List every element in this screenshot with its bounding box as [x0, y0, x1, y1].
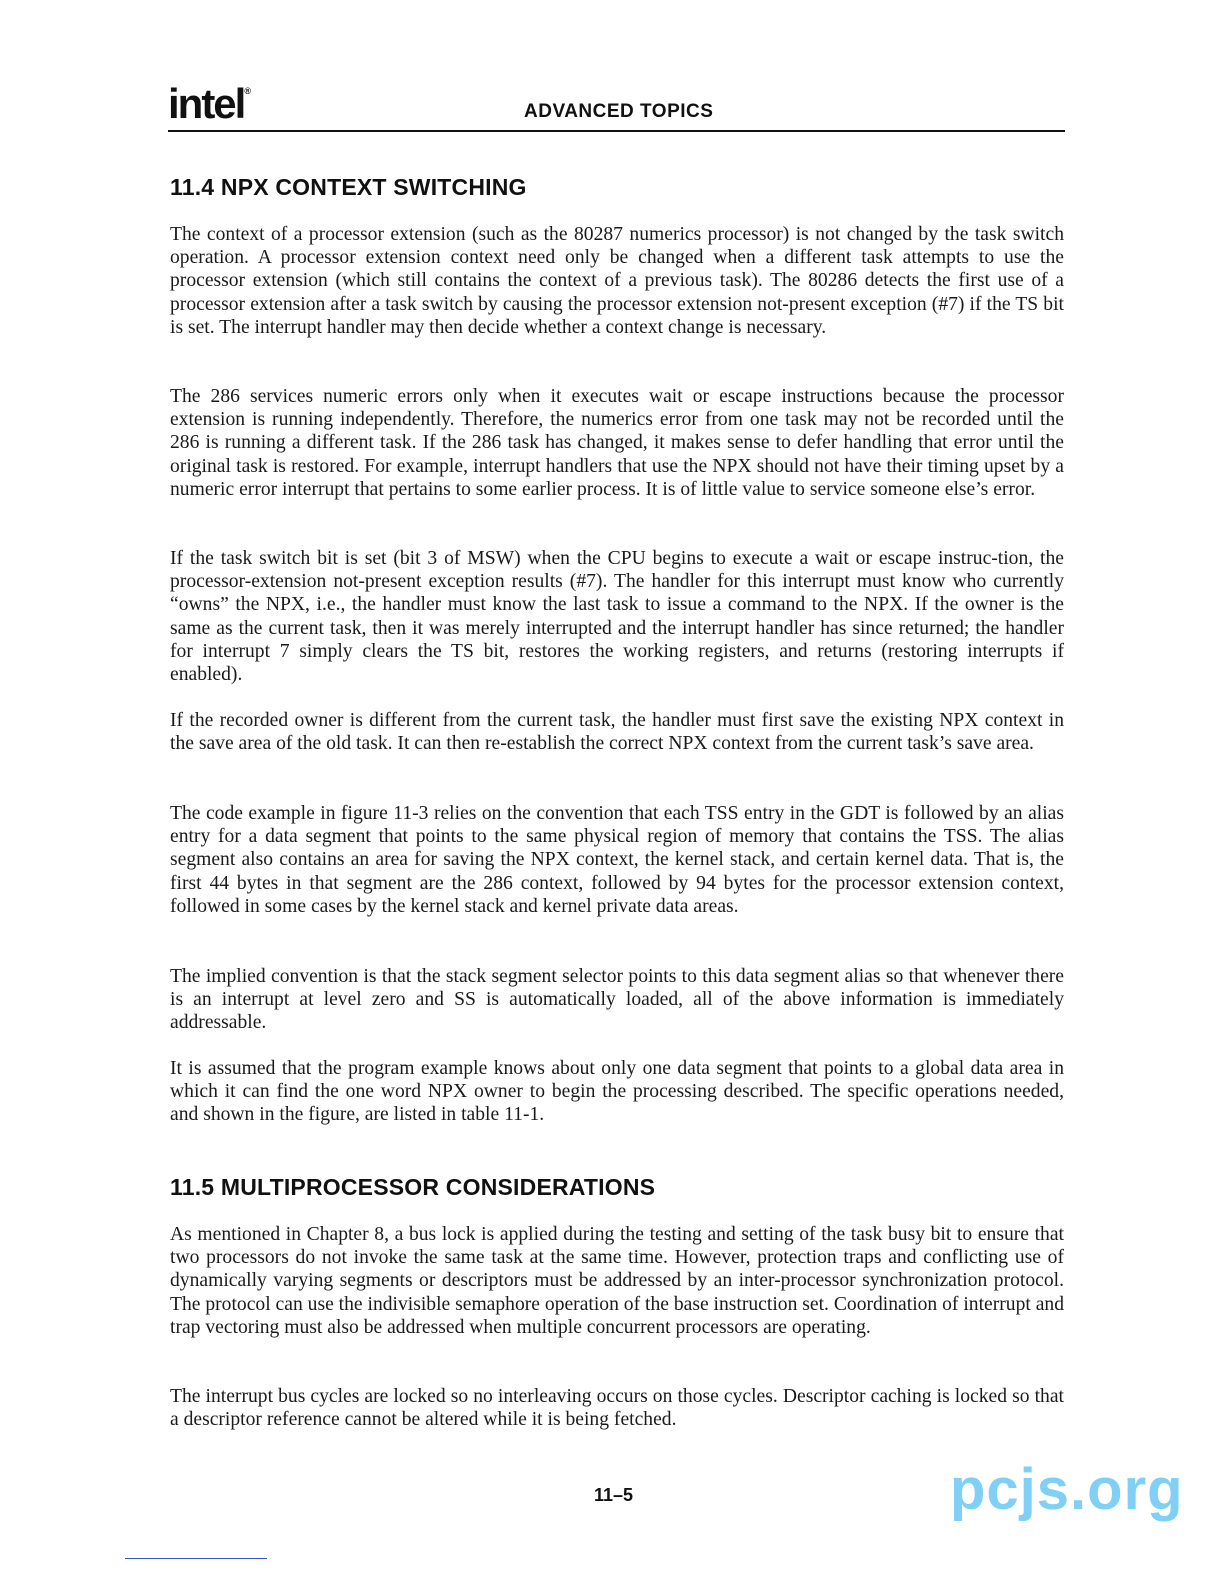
footer-line [125, 1558, 267, 1559]
page-number: 11–5 [594, 1485, 634, 1505]
paragraph: As mentioned in Chapter 8, a bus lock is applied during the testing and setting of the task busy bit to ensure that two processors do not invoke the same task at the same time. However, protection traps and conflicting use of dynamically varying segments or descriptors must be addressed by an inter-processor synchronization protocol. The protocol can use the indivisible semaphore operation of the base instruction set. Coordination of interrupt and trap vectoring must also be addressed when multiple concurrent processors are operating. [170, 1224, 1065, 1338]
paragraph: The code example in figure 11-3 relies on the convention that each TSS entry in the GDT is followed by an alias entry for a data segment that points to the same physical region of memory that contains the TSS. The alias segment also contains an area for saving the NPX context, the kernel stack, and certain kernel data. That is, the first 44 bytes in that segment are the 286 context, followed by 94 bytes for the processor extension context, followed in some cases by the kernel stack and kernel private data areas. [170, 803, 1064, 917]
pcjs-watermark: pcjs.org [950, 1457, 1184, 1522]
paragraph: The context of a processor extension (such as the 80287 numerics processor) is not changed by the task switch operation. A processor extension context need only be changed when a different task attempts to use the processor extension (which still contains the context of a previous task). The 80286 detects the first use of a processor extension after a task switch by causing the processor extension not-present exception (#7) if the TS bit is set. The interrupt handler may then decide whether a context change is necessary. [170, 224, 1064, 338]
paragraph: It is assumed that the program example knows about only one data segment that points to a global data area in which it can find the one word NPX owner to begin the processing described. The specific operations needed, and shown in the figure, are listed in table 11-1. [170, 1058, 1064, 1126]
running-header-title: ADVANCED TOPICS [524, 101, 714, 122]
paragraph: The implied convention is that the stack segment selector points to this data segment alias so that whenever there is an interrupt at level zero and SS is automatically loaded, all of the above information is immediately addressable. [170, 966, 1064, 1034]
section-heading-11-5: 11.5 MULTIPROCESSOR CONSIDERATIONS [170, 1174, 656, 1200]
paragraph: The interrupt bus cycles are locked so no interleaving occurs on those cycles. Descriptor caching is locked so that a descriptor reference cannot be altered while it is being fetched. [170, 1386, 1064, 1431]
paragraph: If the task switch bit is set (bit 3 of MSW) when the CPU begins to execute a wait or escape instruc-tion, the processor-extension not-present exception results (#7). The handler for this interrupt must know who currently “owns” the NPX, i.e., the handler must know the last task to issue a command to the NPX. If the owner is the same as the current task, then it was merely interrupted and the interrupt handler has since returned; the handler for interrupt 7 simply clears the TS bit, restores the working registers, and returns (restoring interrupts if enabled). [170, 548, 1064, 686]
paragraph: The 286 services numeric errors only when it executes wait or escape instructions because the processor extension is running independently. Therefore, the numerics error from one task may not be recorded until the 286 is running a different task. If the 286 task has changed, it makes sense to defer handling that error until the original task is restored. For example, interrupt handlers that use the NPX should not have their timing upset by a numeric error interrupt that pertains to some earlier process. It is of little value to service someone else’s error. [170, 386, 1064, 500]
paragraph: If the recorded owner is different from the current task, the handler must first save the existing NPX context in the save area of the old task. It can then re-establish the correct NPX context from the current task’s save area. [170, 710, 1064, 755]
intel-logo: intel® [168, 80, 249, 127]
header-rule [168, 130, 1065, 132]
section-heading-11-4: 11.4 NPX CONTEXT SWITCHING [170, 174, 527, 200]
